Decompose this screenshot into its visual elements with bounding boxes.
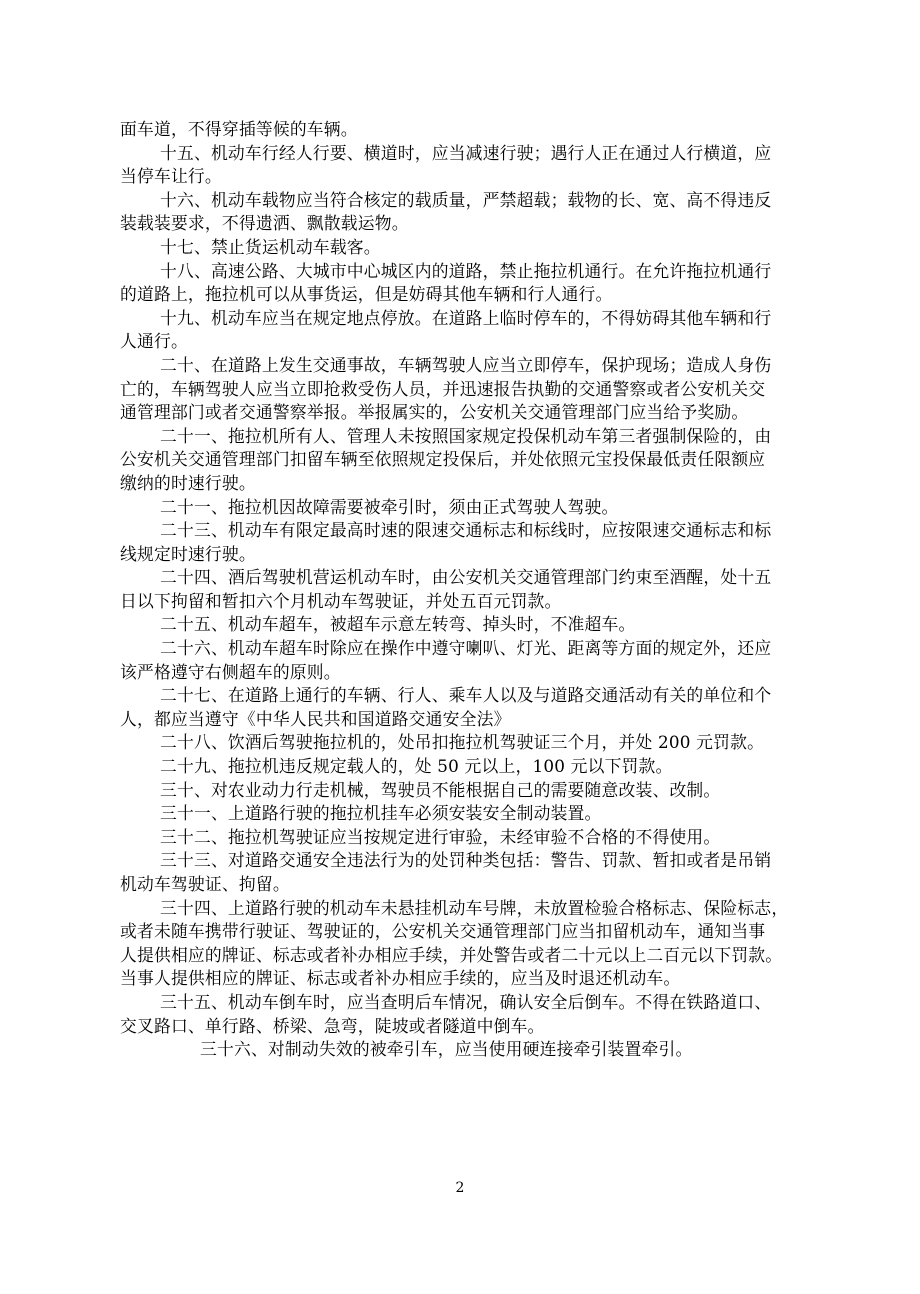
text-line: 交叉路口、单行路、桥梁、急弯，陡坡或者隧道中倒车。: [120, 1015, 545, 1036]
text-line: 当停车让行。: [120, 166, 222, 187]
clause-36-line: 三十六、对制动失效的被牵引车，应当使用硬连接牵引装置牵引。: [200, 1039, 693, 1060]
clause-16-line: 十六、机动车载物应当符合核定的载质量，严禁超载；载物的长、宽、高不得违反: [160, 189, 772, 210]
text-line: 日以下拘留和暂扣六个月机动车驾驶证，并处五百元罚款。: [120, 590, 562, 611]
clause-30-line: 三十、对农业动力行走机械，驾驶员不能根据自己的需要随意改装、改制。: [160, 779, 721, 800]
text-line: 该严格遵守右侧超车的原则。: [120, 661, 341, 682]
text-line: 面车道，不得穿插等候的车辆。: [120, 119, 358, 139]
document-body: [120, 118, 800, 1062]
clause-21-line: 二十一、拖拉机所有人、管理人未按照国家规定投保机动车第三者强制保险的，由: [160, 425, 772, 446]
text-line: 或者未随车携带行驶证、驾驶证的，公安机关交通管理部门应当扣留机动车，通知当事: [120, 921, 766, 942]
clause-27-line: 二十七、在道路上通行的车辆、行人、乘车人以及与道路交通活动有关的单位和个: [160, 685, 772, 706]
text-line: 的道路上，拖拉机可以从事货运，但是妨碍其他车辆和行人通行。: [120, 284, 613, 305]
text-line: 线规定时速行驶。: [120, 543, 256, 564]
clause-33-line: 三十三、对道路交通安全违法行为的处罚种类包括：警告、罚款、暂扣或者是吊销: [160, 850, 772, 871]
clause-19-line: 十九、机动车应当在规定地点停放。在道路上临时停车的，不得妨碍其他车辆和行: [160, 307, 772, 328]
clause-15-line: 十五、机动车行经人行要、横道时，应当减速行驶；遇行人正在通过人行横道，应: [160, 142, 772, 163]
text-line: 机动车驾驶证、拘留。: [120, 874, 290, 894]
clause-21b-line: 二十一、拖拉机因故障需要被牵引时，须由正式驾驶人驾驶。: [160, 496, 619, 517]
clause-24-line: 二十四、酒后驾驶机营运机动车时，由公安机关交通管理部门约束至酒醒，处十五: [160, 567, 772, 588]
clause-32-line: 三十二、拖拉机驾驶证应当按规定进行审验，未经审验不合格的不得使用。: [160, 826, 721, 847]
text-line: 缴纳的时速行驶。: [120, 472, 256, 493]
clause-31-line: 三十一、上道路行驶的拖拉机挂车必须安装安全制动装置。: [160, 803, 602, 824]
clause-28-line: 二十八、饮酒后驾驶拖拉机的，处吊扣拖拉机驾驶证三个月，并处 200 元罚款。: [160, 732, 765, 753]
text-line: 通管理部门或者交通警察举报。举报属实的，公安机关交通管理部门应当给予奖励。: [120, 402, 749, 423]
clause-25-line: 二十五、机动车超车，被超车示意左转弯、掉头时，不准超车。: [160, 614, 636, 635]
text-line: 人提供相应的牌证、标志或者补办相应手续，并处警告或者二十元以上二百元以下罚款。: [120, 944, 783, 965]
text-line: 人通行。: [120, 331, 188, 352]
text-line: 人，都应当遵守《中华人民共和国道路交通安全法》: [120, 708, 511, 729]
clause-35-line: 三十五、机动车倒车时，应当查明后车情况，确认安全后倒车。不得在铁路道口、: [160, 991, 772, 1012]
text-line: 公安机关交通管理部门扣留车辆至依照规定投保后，并处依照元宝投保最低责任限额应: [120, 449, 766, 470]
text-line: 装载装要求，不得遗洒、飘散载运物。: [120, 213, 409, 234]
page-number: 2: [455, 1180, 465, 1196]
clause-20-line: 二十、在道路上发生交通事故，车辆驾驶人应当立即停车，保护现场；造成人身伤: [160, 354, 772, 375]
clause-17-line: 十七、禁止货运机动车载客。: [160, 236, 381, 257]
clause-23-line: 二十三、机动车有限定最高时速的限速交通标志和标线时，应按限速交通标志和标: [160, 520, 772, 541]
clause-18-line: 十八、高速公路、大城市中心城区内的道路，禁止拖拉机通行。在允许拖拉机通行: [160, 260, 772, 281]
text-line: 当事人提供相应的牌证、标志或者补办相应手续的，应当及时退还机动车。: [120, 968, 681, 989]
text-line: 亡的，车辆驾驶人应当立即抢救受伤人员，并迅速报告执勤的交通警察或者公安机关交: [120, 378, 766, 399]
clause-34-line: 三十四、上道路行驶的机动车未悬挂机动车号牌，未放置检验合格标志、保险标志，: [160, 897, 789, 918]
clause-26-line: 二十六、机动车超车时除应在操作中遵守喇叭、灯光、距离等方面的规定外，还应: [160, 638, 772, 659]
clause-29-line: 二十九、拖拉机违反规定载人的，处 50 元以上，100 元以下罚款。: [160, 756, 673, 777]
